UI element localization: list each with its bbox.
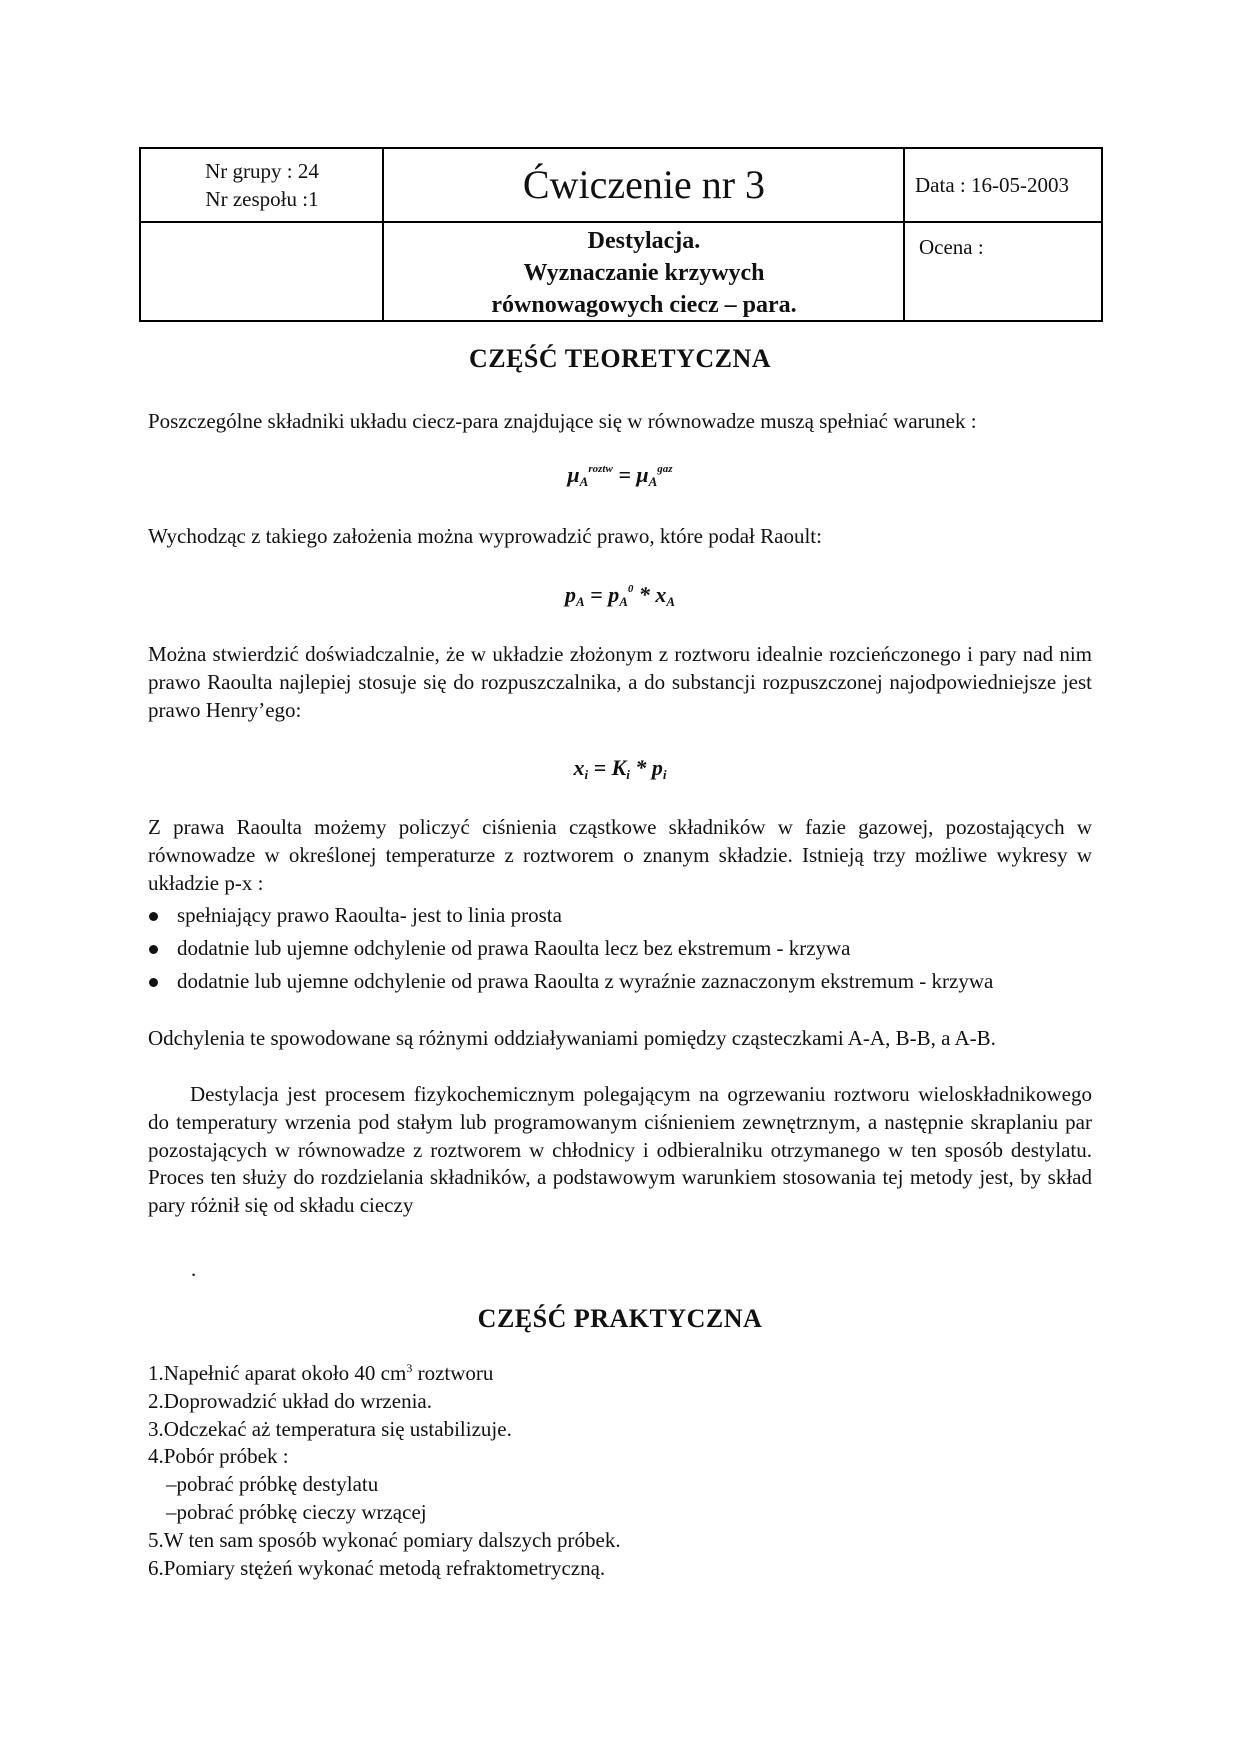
paragraph-equilibrium: Poszczególne składniki układu ciecz-para znajdujące się w równowadze muszą spełniać warunek : bbox=[148, 409, 977, 433]
paragraph-raoult-intro: Wychodząc z takiego założenia można wyprowadzić prawo, które podał Raoult: bbox=[148, 524, 822, 548]
bullet-icon bbox=[149, 912, 158, 921]
substep-item: –pobrać próbkę cieczy wrzącej bbox=[166, 1499, 427, 1524]
subtitle-line: równowagowych ciecz – para. bbox=[491, 292, 797, 318]
exercise-title: Ćwiczenie nr 3 bbox=[522, 162, 766, 207]
step-item: 6.Pomiary stężeń wykonać metodą refraktometryczną. bbox=[148, 1555, 606, 1580]
team-number: Nr zespołu :1 bbox=[205, 187, 319, 211]
grade-cell: Ocena : bbox=[919, 235, 984, 259]
step-item: 3.Odczekać aż temperatura się ustabilizuje. bbox=[148, 1416, 512, 1441]
substep-item: –pobrać próbkę destylatu bbox=[166, 1472, 379, 1497]
procedure-steps bbox=[148, 1360, 1092, 1582]
empty-cell bbox=[141, 223, 383, 322]
list-item: dodatnie lub ujemne odchylenie od prawa Raoulta z wyraźnie zaznaczonym ekstremum - krzywa bbox=[148, 968, 1092, 996]
list-item: dodatnie lub ujemne odchylenie od prawa Raoulta lecz bez ekstremum - krzywa bbox=[148, 935, 1092, 963]
practice-heading: CZĘŚĆ PRAKTYCZNA bbox=[477, 1304, 763, 1333]
diagram-types-list bbox=[148, 902, 1092, 1000]
stray-dot: . bbox=[191, 1257, 197, 1281]
formula-raoult-law: $p_A = p_A^0 * x_A$ bbox=[564, 582, 676, 609]
formula-chemical-potential: $\mu_A^{roztw} = \mu_A^{gaz}$ bbox=[567, 462, 673, 489]
subtitle-line: Wyznaczanie krzywych bbox=[523, 260, 765, 286]
paragraph-partial-pressures: Z prawa Raoulta możemy policzyć ciśnienia cząstkowe składników w fazie gazowej, pozostających w równowadze w określonej temperaturze z roztworem o znanym składzie. Istnieją trzy możliwe wykresy w układzie p-x : bbox=[148, 815, 1092, 895]
step-item: 4.Pobór próbek : bbox=[148, 1444, 289, 1469]
bullet-icon bbox=[149, 978, 158, 987]
theory-heading: CZĘŚĆ TEORETYCZNA bbox=[468, 344, 772, 373]
paragraph-distillation: Destylacja jest procesem fizykochemicznym polegającym na ogrzewaniu roztworu wieloskładnikowego do temperatury wrzenia pod stałym lub programowanym ciśnieniem zewnętrznym, a następnie skraplaniu par pozostających w równowadze z roztworem w chłodnicy i odbieralniku otrzymanego w ten sposób destylatu. Proces ten służy do rozdzielania składników, a podstawowym warunkiem stosowania tej metody jest, by skład pary różnił się od składu cieczy bbox=[148, 1082, 1092, 1218]
list-item: spełniający prawo Raoulta- jest to linia prosta bbox=[148, 902, 1092, 930]
exercise-subtitle bbox=[384, 223, 904, 322]
paragraph-deviations: Odchylenia te spowodowane są różnymi oddziaływaniami pomiędzy cząsteczkami A-A, B-B, a A-B. bbox=[148, 1026, 996, 1050]
step-item: 1.Napełnić aparat około 40 $cm^3$ roztworu bbox=[148, 1361, 494, 1385]
bullet-icon bbox=[149, 945, 158, 954]
step-item: 2.Doprowadzić układ do wrzenia. bbox=[148, 1388, 432, 1413]
formula-henry-law: $x_i = K_i * p_i$ bbox=[573, 755, 667, 782]
date-cell: Data : 16-05-2003 bbox=[915, 173, 1069, 197]
group-info-cell bbox=[141, 149, 383, 221]
step-item: 5.W ten sam sposób wykonać pomiary dalszych próbek. bbox=[148, 1527, 621, 1552]
subtitle-line: Destylacja. bbox=[587, 228, 701, 254]
header-table bbox=[139, 147, 1103, 322]
paragraph-henry-intro: Można stwierdzić doświadczalnie, że w układzie złożonym z roztworu idealnie rozcieńczonego i pary nad nim prawo Raoulta najlepiej stosuje się do rozpuszczalnika, a do substancji rozpuszczonej najodpowiedniejsze jest prawo Henry’ego: bbox=[148, 642, 1092, 722]
group-number: Nr grupy : 24 bbox=[205, 159, 319, 183]
